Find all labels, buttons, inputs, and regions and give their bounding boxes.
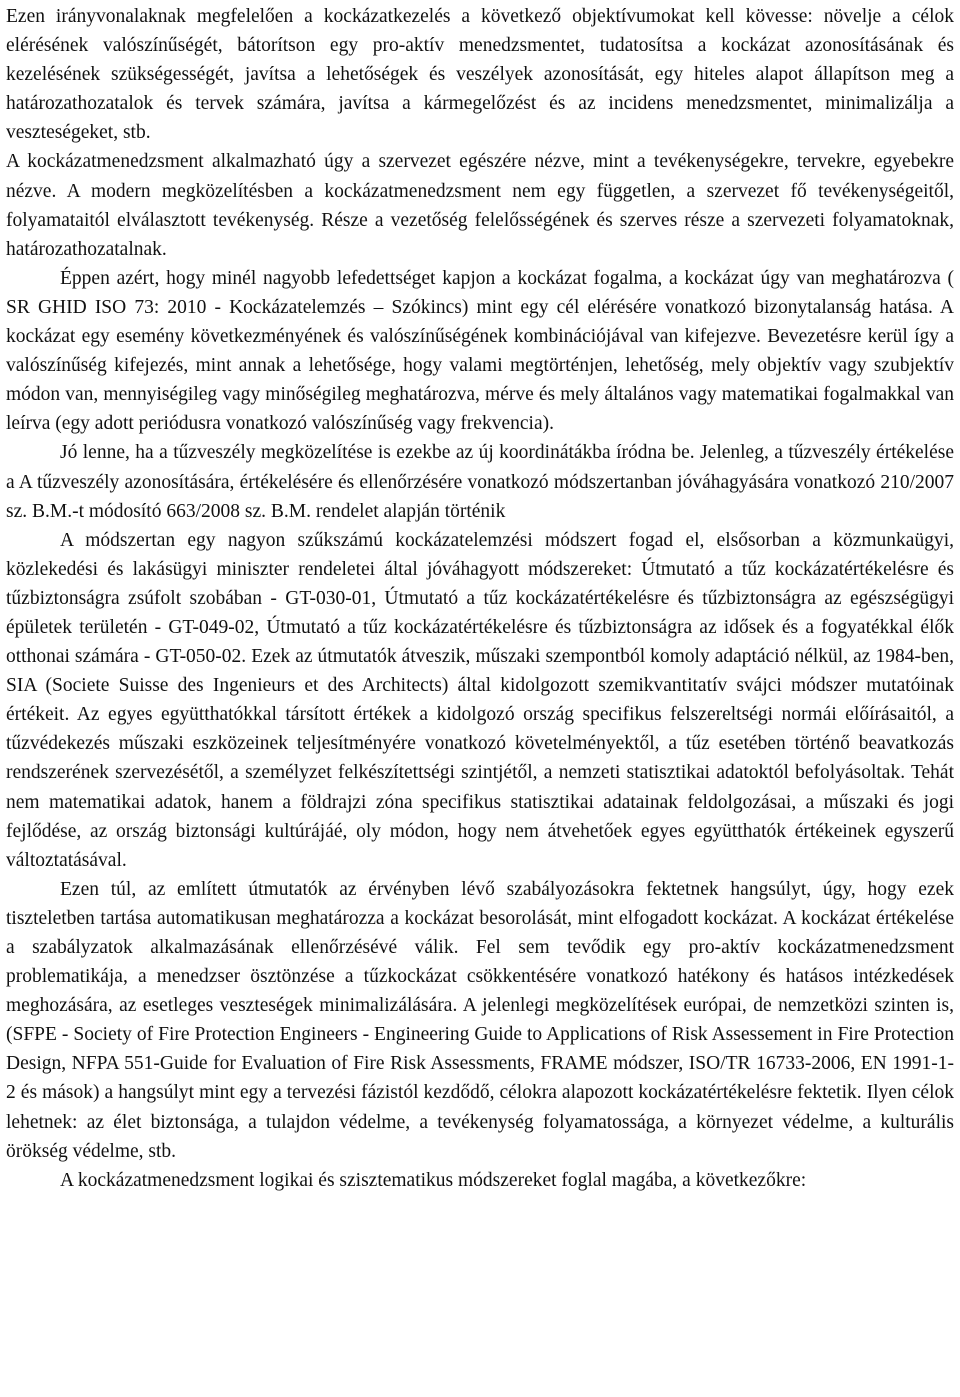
paragraph-logical-methods: A kockázatmenedzsment logikai és szisztematikus módszereket foglal magába, a következőkre:: [60, 1169, 807, 1191]
paragraph-risk-objectives: Ezen irányvonalaknak megfelelően a kockázatkezelés a következő objektívumokat kell kövesse: növelje a célok elérésének valószínűségét, bátorítson egy pro-aktív menedzsmentet, tudatosítsa a kockázat azonosításának és kezelésének szükségességét, javítsa a lehetőségek és veszélyek azonosítását, egy hiteles alapot állapítson meg a határozathozatalok és tervek számára, javítsa a kármegelőzést és az incidens menedzsmentet, minimalizálja a veszteségeket, stb.: [6, 6, 954, 144]
paragraph-fire-risk-current: Jó lenne, ha a tűzveszély megközelítése is ezekbe az új koordinátákba íródna be. Jelenleg, a tűzveszély értékelése a A tűzveszély azonosítására, értékelésére és ellenőrzésére vonatkozó módszertanban jóváhagyására vonatkozó 210/2007 sz. B.M.-t módosító 663/2008 sz. B.M. rendelet alapján történik: [6, 442, 954, 522]
paragraph-risk-definition: Éppen azért, hogy minél nagyobb lefedettséget kapjon a kockázat fogalma, a kockázat úgy van meghatározva ( SR GHID ISO 73: 2010 - Kockázatelemzés – Szókincs) mint egy cél elérésére vonatkozó bizonytalanság hatása. A kockázat egy esemény következményének és valószínűségének kombinációjával van kifejezve. Bevezetésre kerül így a valószínűség kifejezés, mint annak a lehetősége, hogy valami megtörténjen, lehetőség, mely objektív vagy szubjektív módon van, mennyiségileg vagy minőségileg meghatározva, mérve és mely általános vagy matematikai fogalmakkal van leírva (egy adott periódusra vonatkozó valószínűség vagy frekvencia).: [6, 267, 954, 435]
paragraph-methodology: A módszertan egy nagyon szűkszámú kockázatelemzési módszert fogad el, elsősorban a közmunkaügyi, közlekedési és lakásügyi miniszter rendeletei által jóváhagyott módszereket: Útmutató a tűz kockázatértékelésre és tűzbiztonságra zsúfolt szobában - GT-030-01, Útmutató a tűz kockázatértékelésre és tűzbiztonságra az egészségügyi épületek területén - GT-049-02, Útmutató a tűz kockázatértékelésre és tűzbiztonságra az idősek és a fogyatékkal élők otthonai számára - GT-050-02. Ezek az útmutatók átveszik, műszaki szempontból komoly adaptáció nélkül, az 1984-ben, SIA (Societe Suisse des Ingenieurs et des Architects) által kidolgozott szemikvantitatív svájci módszer mutatóinak értékeit. Az egyes együtthatókkal társított értékek a kidolgozó ország specifikus felszereltségi normái előírásaitól, a tűzvédekezés műszaki eszközeinek teljesítményére vonatkozó követelményektől, a tűz esetében történő beavatkozás rendszerének szervezésétől, a személyzet felkészítettségi szintjétől, a nemzeti statisztikai adatoktól befolyásoltak. Tehát nem matematikai adatok, hanem a földrajzi zóna specifikus statisztikai adatainak feldolgozásai, a műszaki és jogi fejlődése, az ország biztonsági kultúrájáé, oly módon, hogy nem átvehetőek egyes együtthatók értékeinek egyszerű változtatásával.: [6, 529, 954, 871]
paragraph-guides-regulations: Ezen túl, az említett útmutatók az érvényben lévő szabályozásokra fektetnek hangsúlyt, úgy, hogy ezek tiszteletben tartása automatikusan meghatározza a kockázat besorolását, mint elfogadott kockázat. A kockázat értékelése a szabályzatok alkalmazásának ellenőrzésévé válik. Fel sem tevődik egy pro-aktív kockázatmenedzsment problematikája, a menedzser ösztönzése a tűzkockázat csökkentésére vonatkozó hatékony és hatásos intézkedések meghozására, az esetleges veszteségek minimalizálására. A jelenlegi megközelítések európai, de nemzetközi szinten is, (SFPE - Society of Fire Protection Engineers - Engineering Guide to Applications of Risk Assessement in Fire Protection Design, NFPA 551-Guide for Evaluation of Fire Risk Assessments, FRAME módszer, ISO/TR 16733-2006, EN 1991-1-2 és mások) a hangsúlyt mint egy a tervezési fázistól kezdődő, célokra alapozott kockázatértékelésre fektetik. Ilyen célok lehetnek: az élet biztonsága, a tulajdon védelme, a tevékenység folyamatossága, a környezet védelme, a kulturális örökség védelme, stb.: [6, 878, 954, 1162]
paragraph-risk-management-scope: A kockázatmenedzsment alkalmazható úgy a szervezet egészére nézve, mint a tevékenységekre, tervekre, egyebekre nézve. A modern megközelítésben a kockázatmenedzsment nem egy független, a szervezet fő tevékenységeitől, folyamataitól elválasztott tevékenység. Része a vezetőség felelősségének és szerves része a szervezeti folyamatoknak, határozathozatalnak.: [6, 151, 954, 260]
